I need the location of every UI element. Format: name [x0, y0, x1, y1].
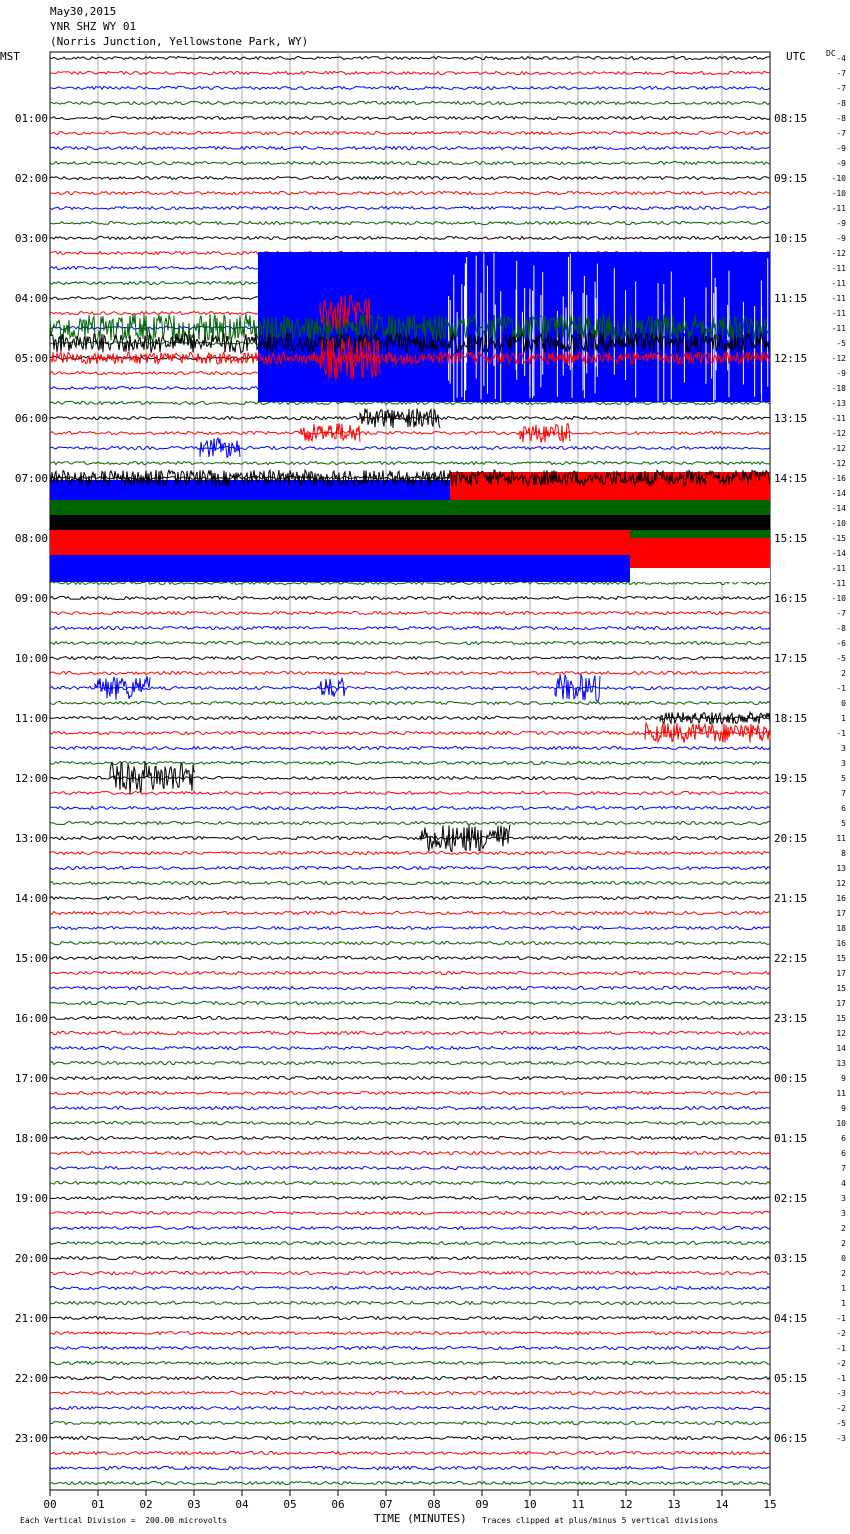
left-hour-label: 11:00 — [14, 712, 48, 725]
time-axis — [43, 1490, 776, 1511]
dc-offset-label: -12 — [831, 354, 846, 363]
dc-offset-label: -1 — [836, 1374, 846, 1383]
disturbance-block-blue — [258, 252, 770, 402]
dc-offset-label: -5 — [836, 1419, 846, 1428]
trace-68 — [50, 1076, 770, 1079]
trace-27 — [50, 461, 770, 464]
trace-45 — [50, 731, 770, 734]
trace-75 — [50, 1181, 770, 1184]
dc-offset-label: -14 — [831, 549, 846, 558]
right-hour-label: 19:15 — [774, 772, 808, 785]
right-hour-label: 01:15 — [774, 1132, 808, 1145]
trace-82 — [50, 1286, 770, 1289]
dc-offset-label: -8 — [836, 624, 846, 633]
dc-offset-label: 0 — [841, 699, 846, 708]
dc-offset-label: 15 — [836, 984, 846, 993]
left-hour-label: 06:00 — [14, 412, 48, 425]
left-hour-label: 10:00 — [14, 652, 48, 665]
dc-offset-label: -5 — [836, 654, 846, 663]
dc-offset-label: -1 — [836, 684, 846, 693]
x-tick-label-01: 01 — [91, 1498, 105, 1511]
trace-74 — [50, 1166, 770, 1169]
right-hour-label: 17:15 — [774, 652, 808, 665]
x-tick-label-11: 11 — [571, 1498, 585, 1511]
dc-offset-label: -10 — [831, 174, 846, 183]
scale-note: Each Vertical Division = 200.00 microvolts — [20, 1516, 228, 1525]
trace-91 — [50, 1421, 770, 1424]
trace-7 — [50, 161, 770, 164]
trace-10 — [50, 206, 770, 209]
left-hour-label: 13:00 — [14, 832, 48, 845]
right-hour-label: 02:15 — [774, 1192, 808, 1205]
x-tick-label-09: 09 — [475, 1498, 489, 1511]
right-hour-label: 04:15 — [774, 1312, 808, 1325]
dc-offset-label: -11 — [831, 294, 846, 303]
dc-offset-label: 1 — [841, 1299, 846, 1308]
x-tick-label-15: 15 — [763, 1498, 777, 1511]
dc-offset-label: 16 — [836, 939, 846, 948]
right-hour-label: 16:15 — [774, 592, 808, 605]
trace-0 — [50, 56, 770, 59]
left-hour-label: 20:00 — [14, 1252, 48, 1265]
dc-offset-label: 12 — [836, 1029, 846, 1038]
dc-offset-label: 6 — [841, 804, 846, 813]
trace-47 — [50, 761, 770, 764]
dc-offset-label: -14 — [831, 489, 846, 498]
dc-offset-label: -2 — [836, 1359, 846, 1368]
dc-offset-label: 11 — [836, 1089, 846, 1098]
dc-offset-label: -11 — [831, 579, 846, 588]
dc-offset-label: 5 — [841, 774, 846, 783]
header-station: YNR SHZ WY 01 — [50, 20, 137, 33]
right-hour-label: 08:15 — [774, 112, 808, 125]
trace-65 — [50, 1031, 770, 1034]
dc-offset-label: 3 — [841, 1194, 846, 1203]
dc-offset-label: 1 — [841, 714, 846, 723]
trace-49 — [50, 791, 770, 794]
right-hour-label: 21:15 — [774, 892, 808, 905]
trace-53 — [50, 851, 770, 854]
dc-offset-label: 12 — [836, 879, 846, 888]
dc-offset-label: -7 — [836, 69, 846, 78]
trace-25 — [50, 431, 770, 434]
trace-62 — [50, 986, 770, 989]
dc-offset-label: -11 — [831, 309, 846, 318]
trace-88 — [50, 1376, 770, 1379]
trace-40 — [50, 657, 770, 660]
trace-70 — [50, 1106, 770, 1109]
x-tick-label-08: 08 — [427, 1498, 441, 1511]
x-tick-label-13: 13 — [667, 1498, 681, 1511]
right-hour-label: 09:15 — [774, 172, 808, 185]
x-tick-label-14: 14 — [715, 1498, 729, 1511]
trace-26 — [50, 446, 770, 449]
dc-offset-label: 4 — [841, 1179, 846, 1188]
left-hour-label: 16:00 — [14, 1012, 48, 1025]
band-block-black — [50, 515, 770, 530]
trace-50 — [50, 806, 770, 809]
trace-81 — [50, 1271, 770, 1274]
dc-offset-label: 9 — [841, 1104, 846, 1113]
right-hour-label: 06:15 — [774, 1432, 808, 1445]
dc-offset-label: 2 — [841, 1269, 846, 1278]
trace-51 — [50, 821, 770, 824]
dc-offset-label: 13 — [836, 864, 846, 873]
dc-offset-label: 5 — [841, 819, 846, 828]
trace-63 — [50, 1001, 770, 1004]
left-hour-label: 12:00 — [14, 772, 48, 785]
left-hour-label: 05:00 — [14, 352, 48, 365]
left-hour-label: 19:00 — [14, 1192, 48, 1205]
dc-offset-label: -12 — [831, 459, 846, 468]
dc-offset-label: -3 — [836, 1434, 846, 1443]
dc-offset-label: -9 — [836, 369, 846, 378]
trace-78 — [50, 1226, 770, 1229]
trace-60 — [50, 956, 770, 959]
dc-offset-label: 2 — [841, 1239, 846, 1248]
dc-offset-label: 3 — [841, 744, 846, 753]
event-1115-red — [645, 723, 770, 743]
trace-42 — [50, 686, 770, 689]
trace-46 — [50, 746, 770, 749]
right-hour-label: 11:15 — [774, 292, 808, 305]
dc-offset-label: 1 — [841, 1284, 846, 1293]
x-axis-label: TIME (MINUTES) — [374, 1512, 467, 1525]
trace-93 — [50, 1451, 770, 1454]
trace-61 — [50, 971, 770, 974]
left-timezone-label: MST — [0, 50, 20, 63]
dc-offset-label: -9 — [836, 144, 846, 153]
band-block-red — [50, 530, 630, 555]
x-tick-label-02: 02 — [139, 1498, 153, 1511]
dc-offset-label: -1 — [836, 729, 846, 738]
band-block-clear — [630, 568, 770, 582]
trace-86 — [50, 1346, 770, 1349]
dc-offset-label: 10 — [836, 1119, 846, 1128]
dc-offset-label: 6 — [841, 1134, 846, 1143]
trace-37 — [50, 611, 770, 614]
trace-67 — [50, 1061, 770, 1064]
trace-58 — [50, 926, 770, 929]
dc-offset-label: 2 — [841, 669, 846, 678]
trace-12 — [50, 236, 770, 239]
trace-79 — [50, 1241, 770, 1244]
left-hour-label: 23:00 — [14, 1432, 48, 1445]
left-hour-label: 08:00 — [14, 532, 48, 545]
right-hour-label: 12:15 — [774, 352, 808, 365]
left-hour-label: 09:00 — [14, 592, 48, 605]
dc-offset-label: -7 — [836, 84, 846, 93]
dc-offset-label: -1 — [836, 1344, 846, 1353]
dc-offset-label: -1 — [836, 1314, 846, 1323]
dc-offset-label: -9 — [836, 159, 846, 168]
trace-73 — [50, 1151, 770, 1154]
trace-64 — [50, 1016, 770, 1019]
left-hour-label: 07:00 — [14, 472, 48, 485]
trace-9 — [50, 191, 770, 194]
trace-83 — [50, 1301, 770, 1304]
dc-offset-label: -7 — [836, 129, 846, 138]
dc-offset-label: -11 — [831, 564, 846, 573]
x-tick-label-04: 04 — [235, 1498, 249, 1511]
trace-92 — [50, 1436, 770, 1439]
dc-offset-label: -15 — [831, 534, 846, 543]
x-tick-label-12: 12 — [619, 1498, 633, 1511]
trace-71 — [50, 1121, 770, 1124]
dc-offset-label: -10 — [831, 189, 846, 198]
right-hour-label: 22:15 — [774, 952, 808, 965]
right-hour-label: 00:15 — [774, 1072, 808, 1085]
dc-offset-label: -14 — [831, 504, 846, 513]
dc-offset-label: 2 — [841, 1224, 846, 1233]
trace-94 — [50, 1466, 770, 1469]
dc-offset-label: -11 — [831, 264, 846, 273]
left-hour-label: 17:00 — [14, 1072, 48, 1085]
dc-offset-label: 17 — [836, 999, 846, 1008]
x-tick-label-03: 03 — [187, 1498, 201, 1511]
x-tick-label-10: 10 — [523, 1498, 537, 1511]
trace-41 — [50, 671, 770, 674]
dc-offset-label: -11 — [831, 414, 846, 423]
trace-38 — [50, 626, 770, 629]
trace-76 — [50, 1196, 770, 1199]
left-hour-label: 01:00 — [14, 112, 48, 125]
right-hour-label: 05:15 — [774, 1372, 808, 1385]
right-hour-label: 13:15 — [774, 412, 808, 425]
left-hour-label: 14:00 — [14, 892, 48, 905]
trace-36 — [50, 596, 770, 599]
dc-offset-label: 15 — [836, 954, 846, 963]
dc-offset-label: -13 — [831, 399, 846, 408]
dc-offset-label: 3 — [841, 759, 846, 768]
dc-offset-label: 15 — [836, 1014, 846, 1023]
dc-offset-label: -9 — [836, 219, 846, 228]
trace-55 — [50, 881, 770, 884]
dc-offset-label: -2 — [836, 1329, 846, 1338]
x-tick-label-00: 00 — [43, 1498, 57, 1511]
trace-6 — [50, 146, 770, 149]
trace-90 — [50, 1406, 770, 1409]
trace-11 — [50, 221, 770, 224]
trace-39 — [50, 641, 770, 644]
trace-89 — [50, 1391, 770, 1394]
dc-offset-label: 6 — [841, 1149, 846, 1158]
trace-66 — [50, 1046, 770, 1049]
right-hour-label: 20:15 — [774, 832, 808, 845]
dc-offset-label: -10 — [831, 519, 846, 528]
trace-80 — [50, 1256, 770, 1259]
trace-56 — [50, 896, 770, 899]
trace-1 — [50, 71, 770, 74]
dc-offset-label: -9 — [836, 234, 846, 243]
dc-offset-label: -3 — [836, 1389, 846, 1398]
dc-offset-label: 3 — [841, 1209, 846, 1218]
trace-69 — [50, 1092, 770, 1095]
dc-offset-label: -4 — [836, 54, 846, 63]
left-hour-label: 21:00 — [14, 1312, 48, 1325]
dc-offset-label: 11 — [836, 834, 846, 843]
dc-offset-label: -7 — [836, 609, 846, 618]
trace-87 — [50, 1361, 770, 1364]
dc-offset-label: 14 — [836, 1044, 846, 1053]
event-0615-red-b — [520, 424, 570, 443]
trace-84 — [50, 1316, 770, 1319]
dc-offset-label: -18 — [831, 384, 846, 393]
dc-offset-label: -5 — [836, 339, 846, 348]
dc-offset-label: 7 — [841, 789, 846, 798]
trace-77 — [50, 1211, 770, 1214]
dc-offset-label: -8 — [836, 99, 846, 108]
dc-label: DC — [826, 49, 836, 58]
dc-offset-label: 8 — [841, 849, 846, 858]
trace-57 — [50, 911, 770, 914]
left-hour-label: 18:00 — [14, 1132, 48, 1145]
dc-offset-label: 13 — [836, 1059, 846, 1068]
dc-offset-label: -10 — [831, 594, 846, 603]
trace-72 — [50, 1136, 770, 1139]
trace-85 — [50, 1331, 770, 1334]
right-hour-label: 15:15 — [774, 532, 808, 545]
trace-4 — [50, 116, 770, 119]
dc-offset-label: 17 — [836, 909, 846, 918]
dc-offset-label: -11 — [831, 324, 846, 333]
left-hour-label: 15:00 — [14, 952, 48, 965]
right-hour-label: 18:15 — [774, 712, 808, 725]
dc-offset-label: 18 — [836, 924, 846, 933]
clip-note: Traces clipped at plus/minus 5 vertical divisions — [482, 1516, 719, 1525]
dc-offset-label: 7 — [841, 1164, 846, 1173]
right-timezone-label: UTC — [786, 50, 806, 63]
dc-offset-label: 9 — [841, 1074, 846, 1083]
right-hour-label: 10:15 — [774, 232, 808, 245]
dc-offset-label: 0 — [841, 1254, 846, 1263]
dc-offset-label: -2 — [836, 1404, 846, 1413]
band-block-red-b — [630, 538, 770, 568]
trace-5 — [50, 131, 770, 134]
x-tick-label-05: 05 — [283, 1498, 297, 1511]
trace-52 — [50, 836, 770, 839]
dc-offset-label: -11 — [831, 279, 846, 288]
trace-8 — [50, 176, 770, 179]
right-hour-label: 14:15 — [774, 472, 808, 485]
x-tick-label-06: 06 — [331, 1498, 345, 1511]
left-hour-label: 04:00 — [14, 292, 48, 305]
dc-offset-label: -12 — [831, 429, 846, 438]
dc-offset-label: -12 — [831, 249, 846, 258]
trace-2 — [50, 86, 770, 89]
header-date: May30,2015 — [50, 5, 117, 18]
event-0600-black — [360, 409, 440, 428]
left-hour-label: 22:00 — [14, 1372, 48, 1385]
dc-offset-label: -6 — [836, 639, 846, 648]
trace-3 — [50, 101, 770, 104]
dc-offset-label: 16 — [836, 894, 846, 903]
trace-43 — [50, 701, 770, 704]
left-hour-label: 03:00 — [14, 232, 48, 245]
dc-offset-label: -11 — [831, 204, 846, 213]
dc-offset-label: 17 — [836, 969, 846, 978]
dc-offset-label: -16 — [831, 474, 846, 483]
header-location: (Norris Junction, Yellowstone Park, WY) — [50, 35, 309, 48]
dc-offset-label: -12 — [831, 444, 846, 453]
left-hour-label: 02:00 — [14, 172, 48, 185]
trace-59 — [50, 941, 770, 944]
trace-54 — [50, 866, 770, 869]
trace-95 — [50, 1481, 770, 1484]
right-hour-label: 03:15 — [774, 1252, 808, 1265]
right-hour-label: 23:15 — [774, 1012, 808, 1025]
x-tick-label-07: 07 — [379, 1498, 393, 1511]
dc-offset-label: -8 — [836, 114, 846, 123]
